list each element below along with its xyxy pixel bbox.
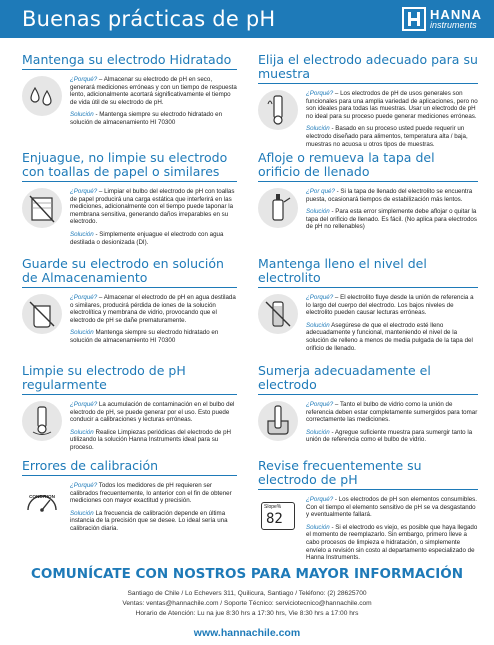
- storage-solution-icon: [22, 294, 62, 334]
- section-electrode-choice: [258, 53, 478, 153]
- section-divider: [258, 287, 478, 288]
- solution-text: - Si el electrodo es viejo, es posible que haya llegado el momento de reemplazarlo. Sin embargo, primero lleve a cabo procesos de limpieza e hidratación, o simplemente envíelo a revisión sin costo al departamento especializado de Hanna Instruments.: [306, 523, 478, 562]
- section-cleaning: [22, 364, 237, 457]
- section-title: Afloje o remueva la tapa del orificio de llenado: [258, 150, 435, 179]
- cleaning-icon: [22, 401, 62, 441]
- solution-text: - Basado en su proceso usted puede requerir un electrodo diseñado para alimentos, temperatura alta / baja, muestras no acuosa u otros tipos de muestras.: [306, 125, 468, 148]
- solution-label: Solución: [306, 321, 330, 329]
- section-calibration: [22, 459, 237, 538]
- why-text: – Limpiar el bulbo del electrodo de pH con toallas de papel producirá una carga estática que interferirá en las mediciones, adicionalmente con el tiempo puede taponar la membrana sensitiva, generando daños irreparables en su electrodo.: [70, 188, 235, 226]
- why-label: ¿Porqué?: [306, 401, 334, 408]
- section-check-electrode: [258, 459, 478, 567]
- why-text: - Los electrodos de pH son elementos consumibles. Con el tiempo el elemento sensitivo de pH se va desgastando y eventualmente fallará.: [306, 496, 477, 519]
- website-link[interactable]: www.hannachile.com: [193, 627, 301, 639]
- hanna-logo: [402, 7, 482, 31]
- section-electrolyte-level: [258, 257, 478, 357]
- contact-heading: COMUNÍCATE CON NOSTROS PARA MAYOR INFORMACIÓN: [30, 566, 464, 582]
- fill-cap-icon: [258, 188, 298, 228]
- solution-label: Solución: [306, 125, 330, 133]
- page-header: [0, 0, 494, 38]
- solution-text: - Mantenga siempre su electrodo hidratado en solución de almacenamiento HI 70300: [70, 111, 223, 126]
- section-immersion: [258, 364, 478, 449]
- hanna-logo-icon: [402, 7, 426, 31]
- logo-line2: instruments: [430, 20, 477, 30]
- section-divider: [258, 83, 478, 84]
- gauge-label: CONDITION: [29, 494, 55, 499]
- electrolyte-level-icon: [258, 294, 298, 334]
- meter-display-icon: [258, 496, 298, 536]
- section-divider: [22, 69, 237, 70]
- solution-text: La frecuencia de calibración depende en última instancia de la precisión que se desee. Lo ideal sería una calibración diaria.: [70, 509, 228, 532]
- solution-text: - Agregue suficiente muestra para sumergir tanto la unión de referencia como el bulbo de vidrio.: [306, 428, 473, 444]
- solution-label: Solución: [70, 111, 94, 119]
- section-title: Enjuague, no limpie su electrodo con toallas de papel o similares: [22, 150, 228, 179]
- section-rinse: [22, 151, 237, 251]
- why-label: ¿Porqué?: [306, 496, 334, 503]
- why-text: – Almacenar su electrodo de pH en seco, generará mediciones erróneas y con un tiempo de respuesta lento, adicionalmente acortará significativamente el tiempo de vida útil de su electrodo de pH.: [70, 76, 237, 106]
- logo-line1: HANNA: [430, 7, 482, 22]
- immersion-icon: [258, 401, 298, 441]
- why-label: ¿Porqué?: [306, 90, 334, 97]
- solution-label: Solución: [306, 428, 330, 436]
- section-hydrated: [22, 53, 237, 132]
- section-storage: [22, 257, 237, 350]
- section-title: Mantenga su electrodo Hidratado: [22, 52, 232, 67]
- solution-label: Solución: [70, 428, 94, 436]
- section-fill-cap: [258, 151, 478, 236]
- solution-label: Solución: [70, 329, 94, 337]
- why-text: - Si la tapa de llenado del electrolito se encuentra puesta, ocasionará tiempos de estabilización más lentos.: [306, 188, 473, 203]
- why-text: – Los electrodos de pH de usos generales son funcionales para una amplia variedad de aplicaciones, pero no son ideales para todas las muestras. Usar un electrodo de pH no ideal para su proceso puede generar mediciones erróneas.: [306, 90, 478, 120]
- section-divider: [22, 287, 237, 288]
- section-title: Limpie su electrodo de pH regularmente: [22, 363, 186, 392]
- electrode-icon: [258, 90, 298, 130]
- contact-emails: Ventas: ventas@hannachile.com / Soporte Técnico: serviciotecnico@hannachile.com: [122, 600, 372, 607]
- meter-value: 82: [266, 511, 283, 527]
- why-label: ¿Porqué?: [70, 76, 98, 83]
- section-divider: [22, 394, 237, 395]
- section-title: Revise frecuentemente su electrodo de pH: [258, 458, 422, 487]
- section-divider: [258, 394, 478, 395]
- page-title: Buenas prácticas de pH: [22, 7, 276, 31]
- why-text: Todos los medidores de pH requieren ser calibrados frecuentemente, lo anterior con el fin de obtener mediciones con mayor exactitud y precisión.: [70, 482, 232, 505]
- section-divider: [22, 181, 237, 182]
- solution-text: Realice Limpiezas periódicas del electrodo de pH utilizando la solución Hanna Instruments ideal para su proceso.: [70, 428, 231, 451]
- solution-label: Solución: [70, 509, 94, 517]
- solution-text: Asegúrese de que el electrodo esté lleno adecuadamente y funcional, manteniendo el nivel de la solución de relleno a menos de media pulgada de la tapa del orificio de llenado.: [306, 321, 473, 352]
- why-label: ¿Porqué?: [70, 401, 98, 408]
- meter-label: Slope%: [264, 504, 282, 510]
- solution-text: Mantenga siempre su electrodo hidratado en solución de almacenamiento HI 70300: [70, 329, 219, 344]
- why-text: – El electrolito fluye desde la unión de referencia a lo largo del cuerpo del electrodo. Los bajos niveles de electrolito pueden causar lecturas erróneas.: [306, 294, 474, 317]
- why-label: ¿Porqué?: [306, 294, 334, 301]
- solution-text: - Simplemente enjuague el electrodo con agua destilada o desionizada (DI).: [70, 230, 224, 246]
- section-title: Errores de calibración: [22, 458, 159, 473]
- why-text: – Tanto el bulbo de vidrio como la unión de referencia deben estar completamente sumergidos para tomar correctamente las mediciones.: [306, 401, 478, 424]
- paper-towel-icon: [22, 188, 62, 228]
- solution-label: Solución: [306, 208, 330, 216]
- calibration-gauge-icon: [22, 482, 62, 522]
- why-label: ¿Por qué?: [306, 188, 335, 195]
- section-divider: [258, 489, 478, 490]
- solution-label: Solución: [306, 523, 330, 531]
- why-text: – Almacenar el electrodo de pH en agua destilada o similares, producirá pérdida de iones de la solución electrolítica y membrana de vidrio, provocando que el electrodo de pH se dañe prematuramente.: [70, 294, 236, 324]
- section-title: Mantenga lleno el nivel del electrolito: [258, 256, 427, 285]
- solution-text: - Para esta error simplemente debe aflojar o quitar la tapa del orificio de llenado. Es fácil. (No aplica para electrodos de pH no rellenables): [306, 208, 477, 231]
- section-divider: [22, 475, 237, 476]
- section-title: Guarde su electrodo en solución de Almacenamiento: [22, 256, 224, 285]
- drops-icon: [22, 76, 62, 116]
- solution-label: Solución: [70, 230, 94, 238]
- why-text: La acumulación de contaminación en el bulbo del electrodo de pH, se puede generar por el uso. Esto puede conducir a calibraciones y lecturas erróneas.: [70, 401, 235, 424]
- section-title: Elija el electrodo adecuado para su muestra: [258, 52, 478, 81]
- why-label: ¿Porqué?: [70, 294, 98, 301]
- why-label: ¿Porqué?: [70, 482, 98, 489]
- contact-address: Santiago de Chile / Lo Echevers 311, Quilicura, Santiago / Teléfono: (2) 28625700: [127, 590, 367, 597]
- why-label: ¿Porqué?: [70, 188, 98, 195]
- section-title: Sumerja adecuadamente el electrodo: [258, 363, 431, 392]
- contact-hours: Horario de Atención: Lu na jue 8:30 hrs a 17:30 hrs, Vie 8:30 hrs a 17:00 hrs: [135, 610, 359, 617]
- section-divider: [258, 181, 478, 182]
